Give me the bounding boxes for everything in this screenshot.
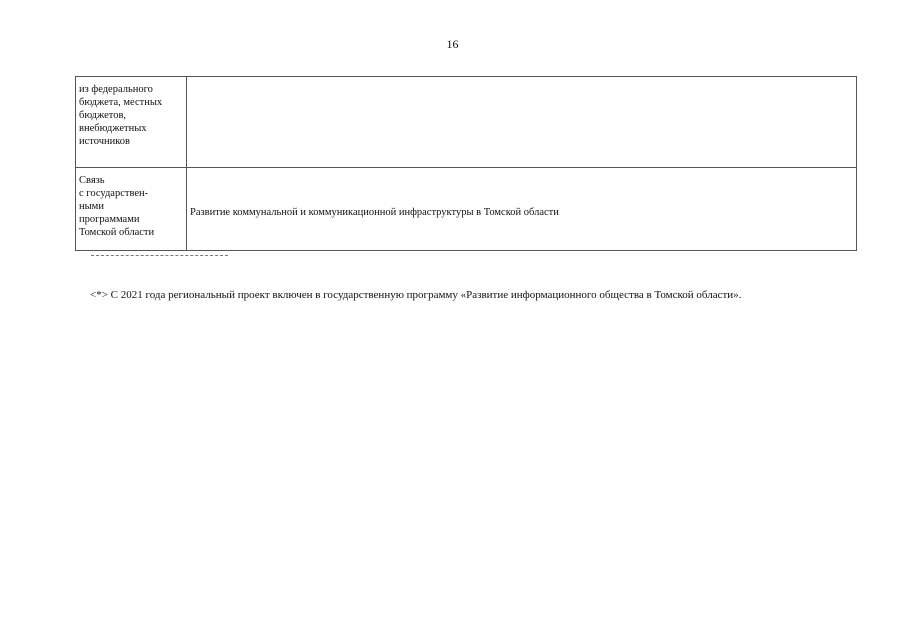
label-line: источников [79, 136, 131, 147]
funding-sources-value-cell [187, 77, 857, 168]
label-line: из федерального [79, 84, 153, 95]
label-line: внебюджетных [79, 123, 147, 134]
label-line: ными [79, 201, 104, 212]
program-table [75, 76, 857, 251]
page-number: 16 [446, 37, 459, 51]
funding-sources-label-cell [76, 77, 187, 168]
state-programs-label-cell [76, 168, 187, 251]
label-line: Томской области [79, 227, 155, 238]
footnote-separator [91, 255, 228, 256]
label-line: программами [79, 214, 140, 225]
label-line: бюджета, местных [79, 97, 163, 108]
table-row [76, 168, 857, 251]
table-row [76, 77, 857, 168]
label-line: бюджетов, [79, 110, 127, 121]
label-line: с государствен- [79, 188, 149, 199]
footnote-text: <*> С 2021 года региональный проект включен в государственную программу «Развитие информационного общества в Томской области». [90, 289, 742, 301]
state-programs-value-cell: Развитие коммунальной и коммуникационной инфраструктуры в Томской области [187, 168, 857, 251]
label-line: Связь [79, 175, 105, 186]
